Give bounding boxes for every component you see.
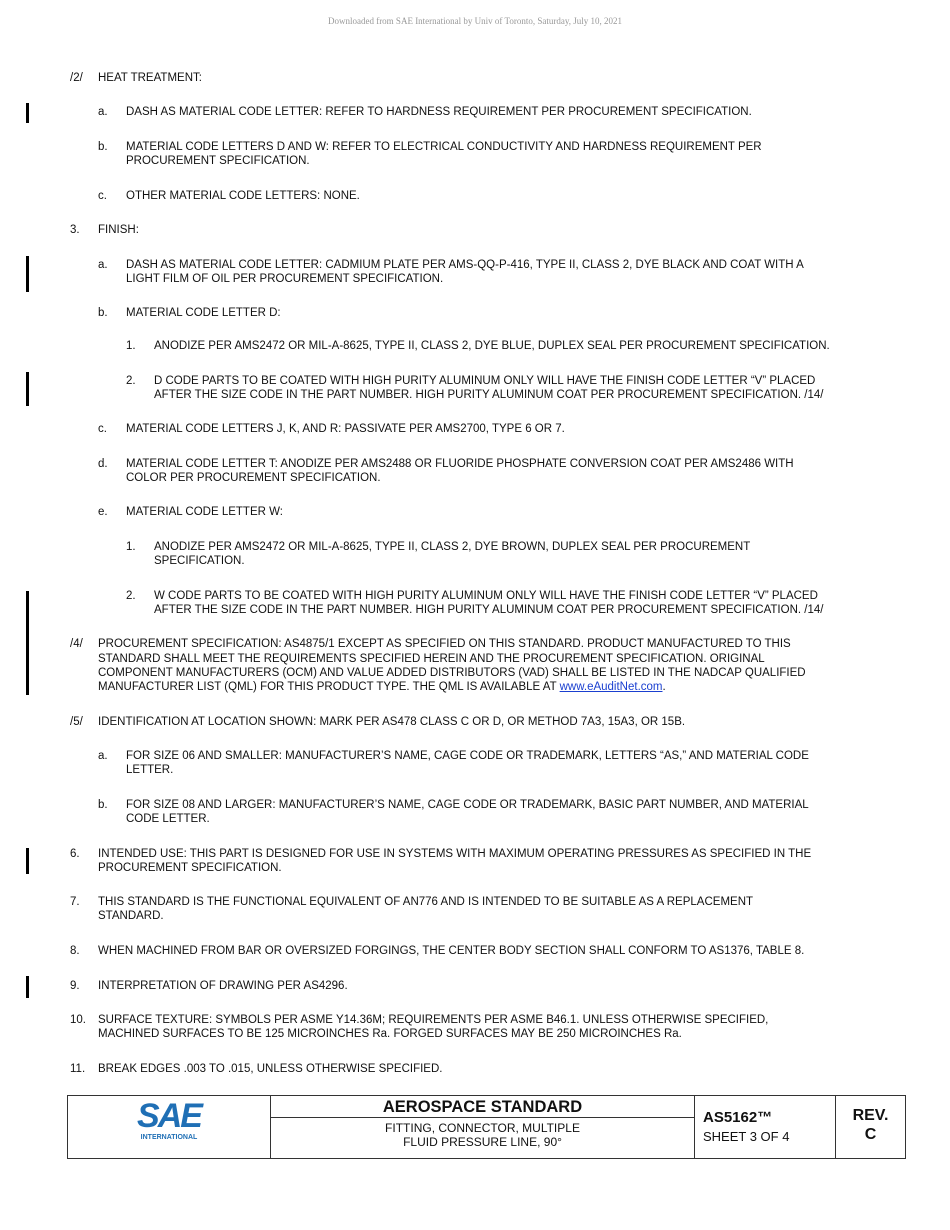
note-marker: a. — [98, 106, 108, 118]
sae-logo-subtext: INTERNATIONAL — [140, 1134, 198, 1141]
note-marker: 1. — [126, 340, 136, 352]
note-text: D CODE PARTS TO BE COATED WITH HIGH PURITY ALUMINUM ONLY WILL HAVE THE FINISH CODE LETTER “V” PLACED — [154, 375, 816, 387]
note-text-suffix: . — [662, 681, 666, 693]
note-text: COMPONENT MANUFACTURERS (OCM) AND VALUE ADDED DISTRIBUTORS (VAD) SHALL BE LISTED IN THE NADCAP QUALIFIED — [98, 667, 806, 679]
note-text: PROCUREMENT SPECIFICATION. — [98, 862, 282, 874]
note-marker: b. — [98, 307, 108, 319]
note-text: SPECIFICATION. — [154, 555, 245, 567]
note-marker: b. — [98, 141, 108, 153]
note-marker: 2. — [126, 375, 136, 387]
note-marker: e. — [98, 506, 108, 518]
note-marker: d. — [98, 458, 108, 470]
change-bar — [26, 372, 29, 406]
note-text: BREAK EDGES .003 TO .015, UNLESS OTHERWISE SPECIFIED. — [98, 1063, 443, 1075]
note-finish: FINISH: — [98, 224, 139, 236]
note-heat-treatment: HEAT TREATMENT: — [98, 72, 202, 84]
sae-logo-mark: SAE — [137, 1097, 201, 1135]
revision-cell — [835, 1096, 905, 1158]
eauditnet-link[interactable]: www.eAuditNet.com — [559, 681, 663, 693]
note-text-prefix: MANUFACTURER LIST (QML) FOR THIS PRODUCT TYPE. THE QML IS AVAILABLE AT — [98, 681, 560, 693]
doc-number-cell — [694, 1096, 835, 1158]
note-marker: 6. — [70, 848, 80, 860]
note-text: IDENTIFICATION AT LOCATION SHOWN: MARK PER AS478 CLASS C OR D, OR METHOD 7A3, 15A3, OR 15B. — [98, 716, 686, 728]
note-text: INTENDED USE: THIS PART IS DESIGNED FOR USE IN SYSTEMS WITH MAXIMUM OPERATING PRESSURES AS SPECIFIED IN THE — [98, 848, 812, 860]
note-marker: 3. — [70, 224, 80, 236]
note-text: SURFACE TEXTURE: SYMBOLS PER ASME Y14.36M; REQUIREMENTS PER ASME B46.1. UNLESS OTHERWISE SPECIFIED, — [98, 1014, 769, 1026]
part-description — [271, 1121, 694, 1149]
note-text: OTHER MATERIAL CODE LETTERS: NONE. — [126, 190, 360, 202]
note-text: PROCUREMENT SPECIFICATION: AS4875/1 EXCEPT AS SPECIFIED ON THIS STANDARD. PRODUCT MANUFACTURED TO THIS — [98, 638, 791, 650]
note-text: INTERPRETATION OF DRAWING PER AS4296. — [98, 980, 348, 992]
note-text: COLOR PER PROCUREMENT SPECIFICATION. — [126, 472, 381, 484]
document-type-title: AEROSPACE STANDARD — [271, 1096, 694, 1118]
sheet-number: SHEET 3 OF 4 — [703, 1129, 790, 1144]
title-block — [67, 1095, 906, 1159]
note-marker: 9. — [70, 980, 80, 992]
change-bar — [26, 103, 29, 123]
note-text: ANODIZE PER AMS2472 OR MIL-A-8625, TYPE II, CLASS 2, DYE BLUE, DUPLEX SEAL PER PROCUREMENT SPECIFICATION. — [154, 340, 830, 352]
change-bar — [26, 976, 29, 998]
note-marker: 1. — [126, 541, 136, 553]
note-marker: 2. — [126, 590, 136, 602]
note-text: LETTER. — [126, 764, 174, 776]
note-marker: c. — [98, 423, 107, 435]
change-bar — [26, 848, 29, 874]
note-text: MATERIAL CODE LETTER T: ANODIZE PER AMS2488 OR FLUORIDE PHOSPHATE CONVERSION COAT PER AMS2486 WITH — [126, 458, 794, 470]
note-text: W CODE PARTS TO BE COATED WITH HIGH PURITY ALUMINUM ONLY WILL HAVE THE FINISH CODE LETTER “V” PLACED — [154, 590, 818, 602]
note-marker: /4/ — [70, 638, 83, 650]
note-marker: 11. — [70, 1063, 86, 1075]
note-text: ANODIZE PER AMS2472 OR MIL-A-8625, TYPE II, CLASS 2, DYE BROWN, DUPLEX SEAL PER PROCUREMENT — [154, 541, 751, 553]
note-marker: c. — [98, 190, 107, 202]
part-description-line2: FLUID PRESSURE LINE, 90° — [403, 1135, 562, 1149]
note-text: AFTER THE SIZE CODE IN THE PART NUMBER. HIGH PURITY ALUMINUM COAT PER PROCUREMENT SPECIFICATION. /14/ — [154, 389, 824, 401]
revision-value: C — [864, 1126, 877, 1143]
note-text: MACHINED SURFACES TO BE 125 MICROINCHES Ra. FORGED SURFACES MAY BE 250 MICROINCHES Ra. — [98, 1028, 682, 1040]
note-text: FOR SIZE 08 AND LARGER: MANUFACTURER’S NAME, CAGE CODE OR TRADEMARK, BASIC PART NUMBER, AND MATERIAL — [126, 799, 809, 811]
revision-label: REV. — [852, 1107, 889, 1124]
download-watermark: Downloaded from SAE International by Univ of Toronto, Saturday, July 10, 2021 — [327, 16, 623, 26]
note-marker: 7. — [70, 896, 80, 908]
note-text: DASH AS MATERIAL CODE LETTER: REFER TO HARDNESS REQUIREMENT PER PROCUREMENT SPECIFICATION. — [126, 106, 752, 118]
document-number: AS5162™ — [703, 1109, 773, 1126]
note-text: STANDARD. — [98, 910, 164, 922]
note-text: MATERIAL CODE LETTERS D AND W: REFER TO ELECTRICAL CONDUCTIVITY AND HARDNESS REQUIREMENT PER — [126, 141, 762, 153]
change-bar — [26, 591, 29, 695]
part-description-line1: FITTING, CONNECTOR, MULTIPLE — [385, 1121, 580, 1135]
note-text: FOR SIZE 06 AND SMALLER: MANUFACTURER’S NAME, CAGE CODE OR TRADEMARK, LETTERS “AS,” AND MATERIAL CODE — [126, 750, 809, 762]
note-text — [98, 680, 666, 694]
title-cell — [270, 1096, 694, 1158]
note-text: CODE LETTER. — [126, 813, 210, 825]
note-text: MATERIAL CODE LETTER W: — [126, 506, 283, 518]
note-marker: 8. — [70, 945, 80, 957]
sae-logo — [68, 1096, 270, 1158]
note-text: THIS STANDARD IS THE FUNCTIONAL EQUIVALENT OF AN776 AND IS INTENDED TO BE SUITABLE AS A REPLACEMENT — [98, 896, 754, 908]
note-marker: /5/ — [70, 716, 83, 728]
note-marker: a. — [98, 750, 108, 762]
change-bar — [26, 256, 29, 292]
note-text: PROCUREMENT SPECIFICATION. — [126, 155, 310, 167]
note-text: AFTER THE SIZE CODE IN THE PART NUMBER. HIGH PURITY ALUMINUM COAT PER PROCUREMENT SPECIFICATION. /14/ — [154, 604, 824, 616]
note-marker: b. — [98, 799, 108, 811]
note-text: LIGHT FILM OF OIL PER PROCUREMENT SPECIFICATION. — [126, 273, 444, 285]
note-marker: /2/ — [70, 72, 83, 84]
note-marker: 10. — [70, 1014, 86, 1026]
note-text: MATERIAL CODE LETTERS J, K, AND R: PASSIVATE PER AMS2700, TYPE 6 OR 7. — [126, 423, 565, 435]
note-text: WHEN MACHINED FROM BAR OR OVERSIZED FORGINGS, THE CENTER BODY SECTION SHALL CONFORM TO AS1376, TABLE 8. — [98, 945, 805, 957]
note-text: DASH AS MATERIAL CODE LETTER: CADMIUM PLATE PER AMS-QQ-P-416, TYPE II, CLASS 2, DYE BLACK AND COAT WITH A — [126, 259, 804, 271]
note-marker: a. — [98, 259, 108, 271]
note-text: STANDARD SHALL MEET THE REQUIREMENTS SPECIFIED HEREIN AND THE PROCUREMENT SPECIFICATION. ORIGINAL — [98, 653, 765, 665]
note-text: MATERIAL CODE LETTER D: — [126, 307, 281, 319]
